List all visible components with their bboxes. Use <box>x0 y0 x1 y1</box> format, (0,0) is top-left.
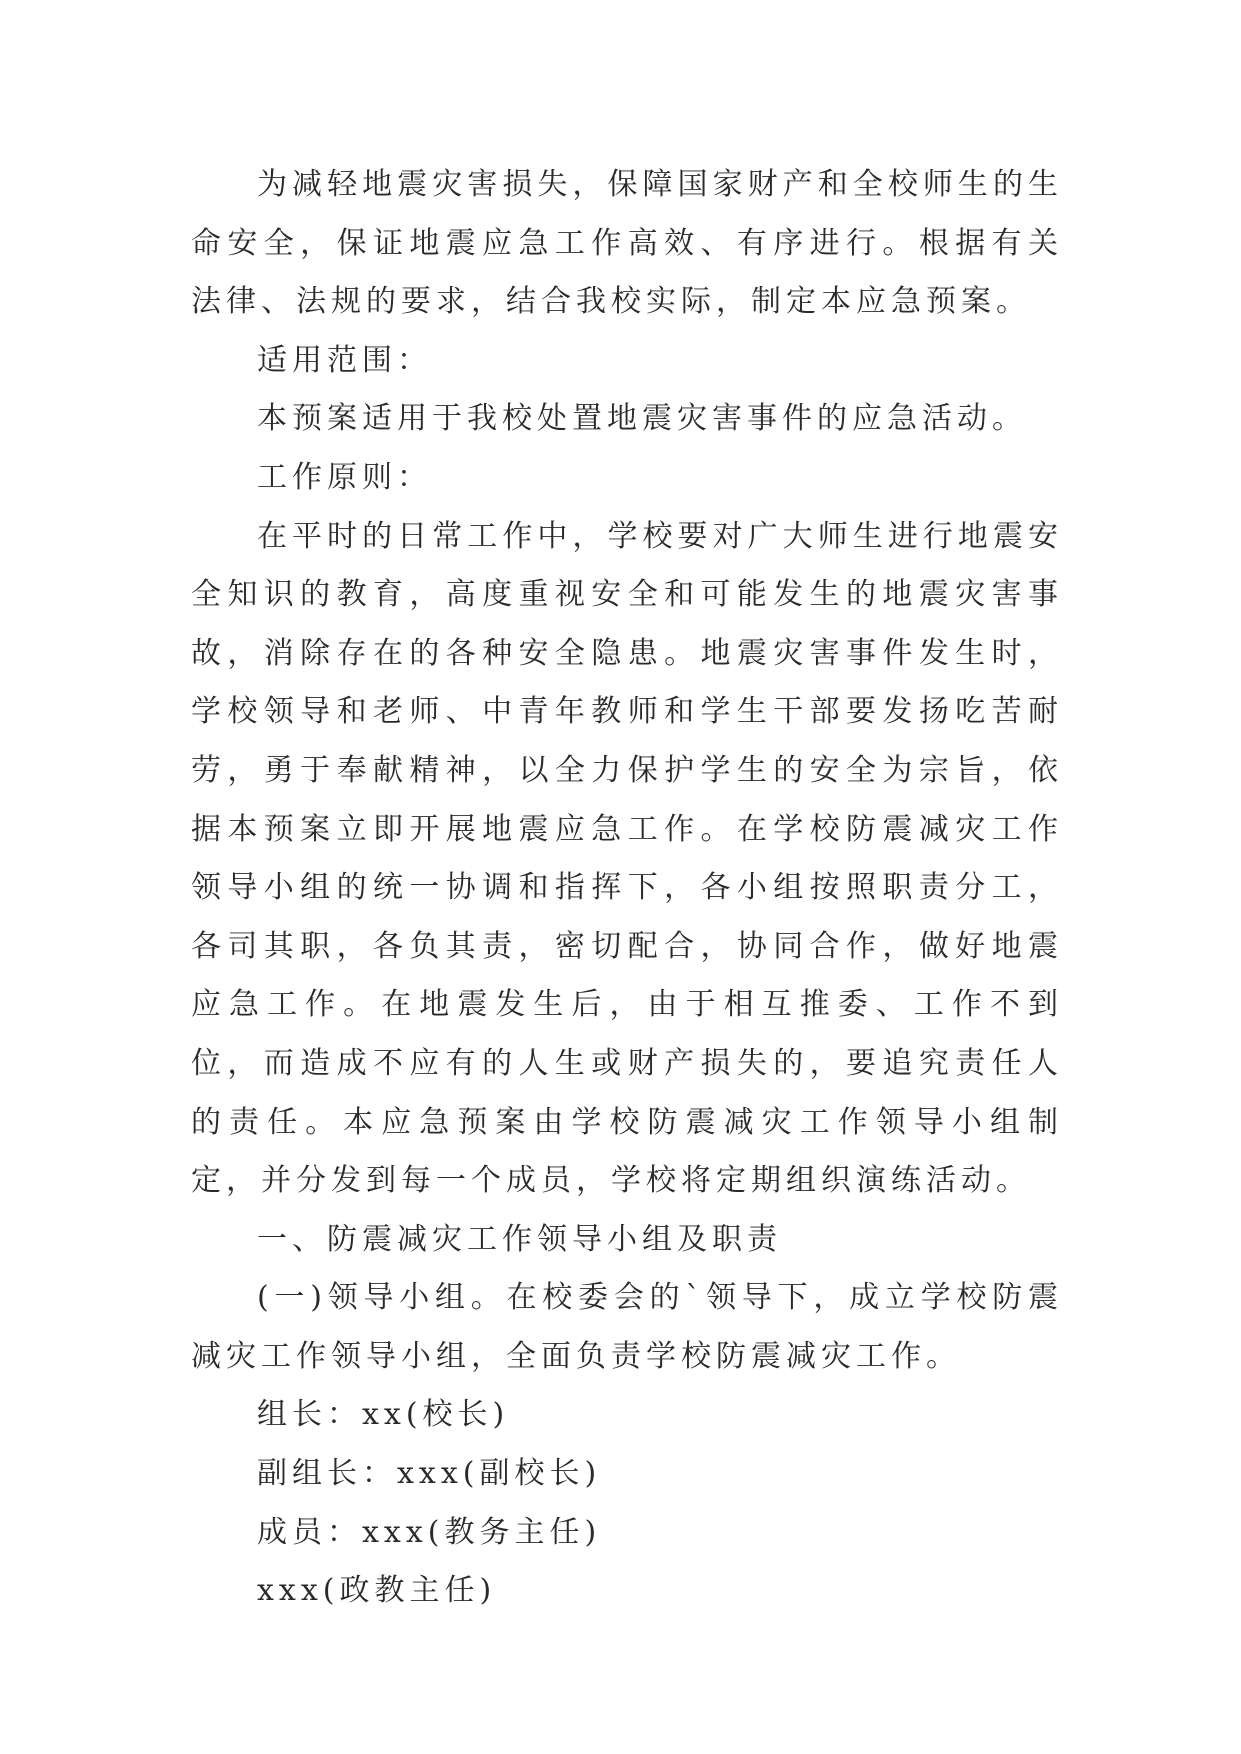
heading-scope: 适用范围： <box>257 342 432 378</box>
paragraph-scope: 本预案适用于我校处置地震灾害事件的应急活动。 <box>257 401 1027 437</box>
document-body <box>191 156 1063 1621</box>
member-leader: 组长：xx(校长) <box>257 1397 510 1433</box>
paragraph-intro: 为减轻地震灾害损失，保障国家财产和全校师生的生命安全，保证地震应急工作高效、有序进行。根据有关法律、法规的要求，结合我校实际，制定本应急预案。 <box>191 167 1063 320</box>
member-deputy-leader: 副组长：xxx(副校长) <box>257 1456 602 1492</box>
heading-principles: 工作原则： <box>257 459 432 495</box>
paragraph-leadership-group: (一)领导小组。在校委会的`领导下，成立学校防震减灾工作领导小组，全面负责学校防震减灾工作。 <box>191 1280 1063 1374</box>
member-academic-director: 成员：xxx(教务主任) <box>257 1514 602 1550</box>
paragraph-principles: 在平时的日常工作中，学校要对广大师生进行地震安全知识的教育，高度重视安全和可能发生的地震灾害事故，消除存在的各种安全隐患。地震灾害事件发生时，学校领导和老师、中青年教师和学生干部要发扬吃苦耐劳，勇于奉献精神，以全力保护学生的安全为宗旨，依据本预案立即开展地震应急工作。在学校防震减灾工作领导小组的统一协调和指挥下，各小组按照职责分工，各司其职，各负其责，密切配合，协同合作，做好地震应急工作。在地震发生后，由于相互推委、工作不到位，而造成不应有的人生或财产损失的，要追究责任人的责任。本应急预案由学校防震减灾工作领导小组制定，并分发到每一个成员，学校将定期组织演练活动。 <box>191 518 1063 1199</box>
member-political-director: xxx(政教主任) <box>257 1573 497 1609</box>
heading-section-one: 一、防震减灾工作领导小组及职责 <box>257 1221 782 1257</box>
